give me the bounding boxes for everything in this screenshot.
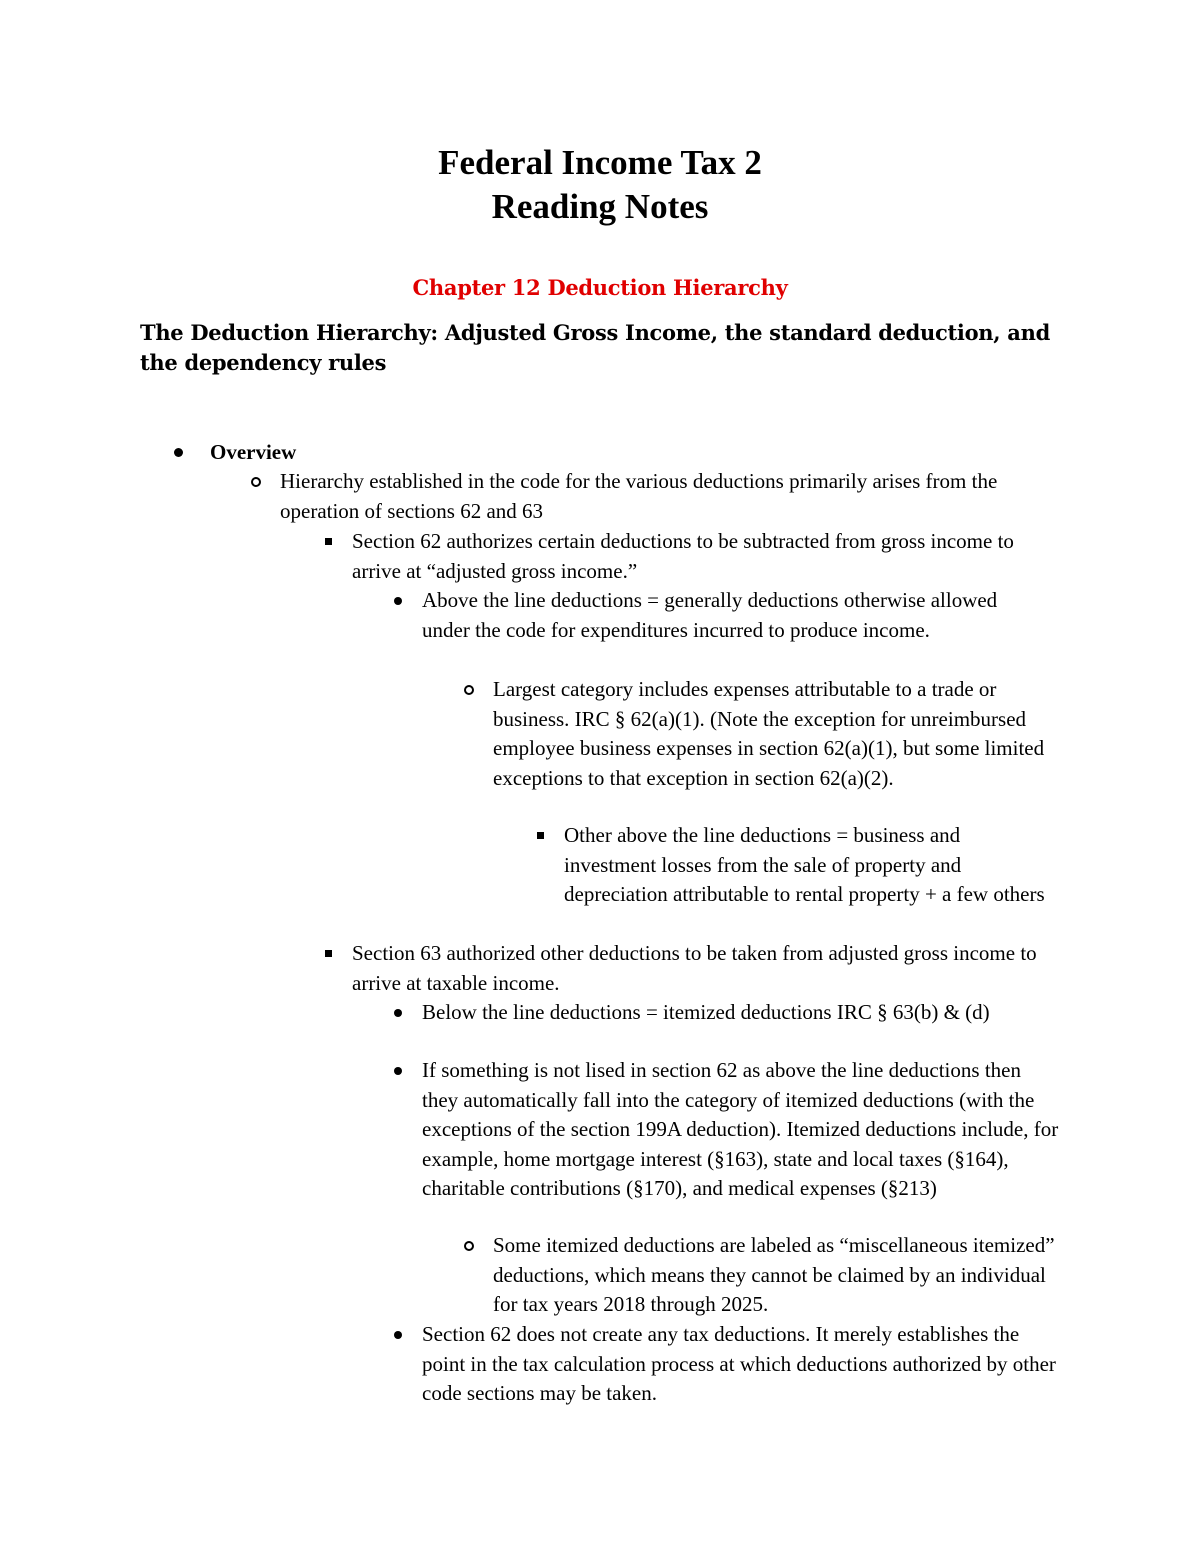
document-subtitle: Reading Notes	[491, 187, 709, 226]
outline-item	[280, 467, 1070, 526]
outline-item-text: Hierarchy established in the code for the various deductions primarily arises from the operation of sections 62 and 63	[280, 469, 998, 523]
outline-item-text: Some itemized deductions are labeled as “miscellaneous itemized” deductions, which means they cannot be claimed by an individual for tax years 2018 through 2025.	[493, 1233, 1055, 1317]
hollow-bullet-icon	[244, 467, 268, 497]
outline-item	[422, 586, 1042, 645]
document-title: Federal Income Tax 2	[438, 143, 762, 182]
outline-item-text: Section 62 does not create any tax deductions. It merely establishes the point in the tax calculation process at which deductions authorized by other code sections may be taken.	[422, 1322, 1056, 1406]
hollow-bullet-icon	[457, 1231, 481, 1261]
square-bullet-icon	[316, 527, 340, 557]
square-bullet-icon	[316, 939, 340, 969]
chapter-heading: Chapter 12 Deduction Hierarchy	[412, 275, 788, 300]
outline-item	[493, 1231, 1063, 1320]
outline-item	[422, 1320, 1067, 1409]
outline-item-text: Section 62 authorizes certain deductions to be subtracted from gross income to arrive at “adjusted gross income.”	[352, 529, 1014, 583]
outline-item-text: Above the line deductions = generally deductions otherwise allowed under the code for expenditures incurred to produce income.	[422, 588, 998, 642]
outline-item-text: Section 63 authorized other deductions to be taken from adjusted gross income to arrive at taxable income.	[352, 941, 1037, 995]
section-heading: The Deduction Hierarchy: Adjusted Gross Income, the standard deduction, and the dependency rules	[140, 320, 1050, 375]
outline-item-text: Below the line deductions = itemized deductions IRC § 63(b) & (d)	[422, 1000, 990, 1024]
filled-bullet-icon	[386, 998, 410, 1028]
filled-bullet-icon	[166, 438, 190, 468]
outline-item	[564, 821, 1049, 910]
outline-item-text: If something is not lised in section 62 as above the line deductions then they automatically fall into the category of itemized deductions (with the exceptions of the section 199A deduction). Itemized deductions include, for example, home mortgage interest (§163), state and local taxes (§164), charitable contributions (§170), and medical expenses (§213)	[422, 1058, 1059, 1201]
filled-bullet-icon	[386, 1056, 410, 1086]
outline-item	[422, 998, 1042, 1028]
outline-item	[210, 438, 1070, 468]
outline-item-text: Other above the line deductions = business and investment losses from the sale of property and depreciation attributable to rental property + a few others	[564, 823, 1045, 907]
outline-item	[422, 1056, 1062, 1204]
outline-item	[493, 675, 1075, 793]
outline-item-text: Overview	[210, 440, 297, 464]
outline-item	[352, 527, 1022, 586]
filled-bullet-icon	[386, 1320, 410, 1350]
filled-bullet-icon	[386, 586, 410, 616]
outline-item	[352, 939, 1042, 998]
outline-item-text: Largest category includes expenses attributable to a trade or business. IRC § 62(a)(1). (Note the exception for unreimbursed employee business expenses in section 62(a)(1), but some limited exceptions to that exception in section 62(a)(2).	[493, 677, 1045, 790]
square-bullet-icon	[528, 821, 552, 851]
hollow-bullet-icon	[457, 675, 481, 705]
